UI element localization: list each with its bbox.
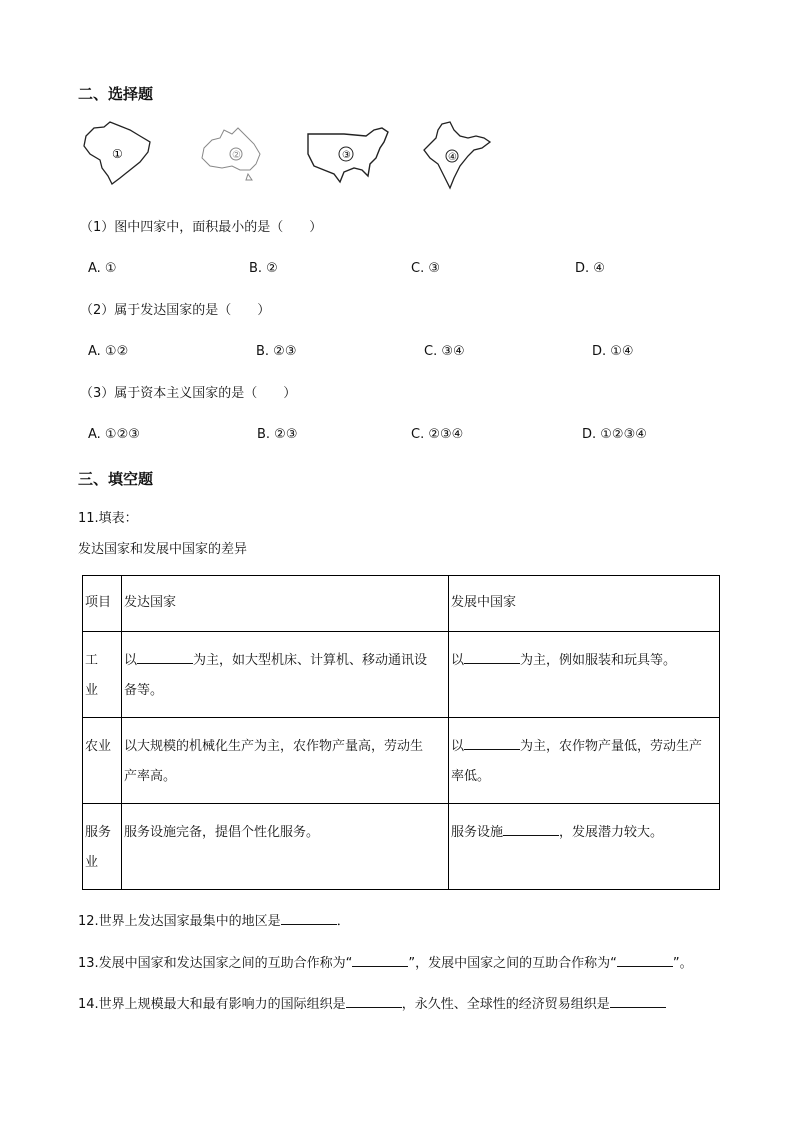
question-2-option-d[interactable]: D. ①④ [592,344,634,359]
cell-text-line2: 率低。 [451,769,491,784]
question-12-blank[interactable] [281,912,337,925]
cell-text-post: 为主，例如服装和玩具等。 [520,653,677,668]
cell-text-pre: 以 [124,653,138,668]
question-3-stem: （3）属于资本主义国家的是（ ） [80,386,297,401]
question-2-option-c[interactable]: C. ③④ [424,344,465,359]
question-3-option-b[interactable]: B. ②③ [257,427,298,442]
table-row-service [83,804,720,890]
row-item-line1: 服务 [85,825,112,840]
table-caption: 发达国家和发展中国家的差异 [78,542,248,557]
cell-text-pre: 服务设施完备，提倡个性化服务。 [124,825,320,840]
question-11-label: 11.填表： [78,511,138,526]
map-india [420,120,494,192]
question-2-option-a[interactable]: A. ①② [88,344,129,359]
question-12-text: 12.世界上发达国家最集中的地区是 [78,914,281,929]
table-header-row [83,576,720,632]
fill-blank[interactable] [464,651,520,664]
header-developed: 发达国家 [124,595,177,610]
question-2-stem: （2）属于发达国家的是（ ） [80,303,271,318]
question-3-option-c[interactable]: C. ②③④ [411,427,464,442]
table-row-agriculture [83,718,720,804]
row-item-line1: 工 [85,653,99,668]
header-developing: 发展中国家 [451,595,517,610]
question-1-option-d[interactable]: D. ④ [575,261,605,276]
question-3-option-d[interactable]: D. ①②③④ [582,427,647,442]
fill-blank[interactable] [503,823,559,836]
cell-text-post: 为主，农作物产量低，劳动生产 [520,739,703,754]
question-13-blank-2[interactable] [617,954,673,967]
question-3-option-a[interactable]: A. ①②③ [88,427,140,442]
question-1-stem: （1）图中四家中，面积最小的是（ ） [80,220,323,235]
fill-blank[interactable] [464,737,520,750]
row-item-line1: 农业 [85,739,112,754]
section-title-fill: 三、填空题 [78,470,154,488]
cell-text-pre: 以 [451,653,465,668]
question-13-blank-1[interactable] [352,954,408,967]
row-item-line2: 业 [85,855,99,870]
map-label-2: ② [232,150,241,161]
cell-text-pre: 服务设施 [451,825,504,840]
question-1-option-a[interactable]: A. ① [88,261,117,276]
question-13 [78,954,693,971]
question-14-blank-1[interactable] [346,995,402,1008]
question-13-text: 13.发展中国家和发达国家之间的互助合作称为“ [78,956,353,971]
cell-text-pre: 以大规模的机械化生产为主，农作物产量高，劳动生 [124,739,424,754]
section-title-choice: 二、选择题 [78,85,154,103]
question-1-option-c[interactable]: C. ③ [411,261,440,276]
question-13-mid: ”，发展中国家之间的互助合作称为“ [408,956,617,971]
comparison-table [82,575,720,890]
question-13-end: ”。 [672,956,693,971]
question-1-option-b[interactable]: B. ② [249,261,278,276]
question-14-blank-2[interactable] [610,995,666,1008]
question-14-mid: ，永久性、全球性的经济贸易组织是 [401,997,610,1012]
map-label-1: ① [112,147,123,161]
row-item-line2: 业 [85,683,99,698]
cell-text-line2: 产率高。 [124,769,177,784]
cell-text-line2: 备等。 [124,683,164,698]
fill-blank[interactable] [137,651,193,664]
map-australia [198,124,266,184]
question-14-text: 14.世界上规模最大和最有影响力的国际组织是 [78,997,346,1012]
cell-text-post: ，发展潜力较大。 [559,825,664,840]
header-item: 项目 [85,595,112,610]
map-label-3: ③ [342,150,351,161]
question-14 [78,995,666,1012]
map-label-4: ④ [448,152,457,163]
table-row-industry [83,632,720,718]
question-12-end: ． [336,914,350,929]
question-2-option-b[interactable]: B. ②③ [256,344,297,359]
map-brazil [80,118,156,188]
cell-text-pre: 以 [451,739,465,754]
question-12 [78,912,350,929]
map-usa [304,126,392,188]
cell-text-post: 为主，如大型机床、计算机、移动通讯设 [193,653,428,668]
